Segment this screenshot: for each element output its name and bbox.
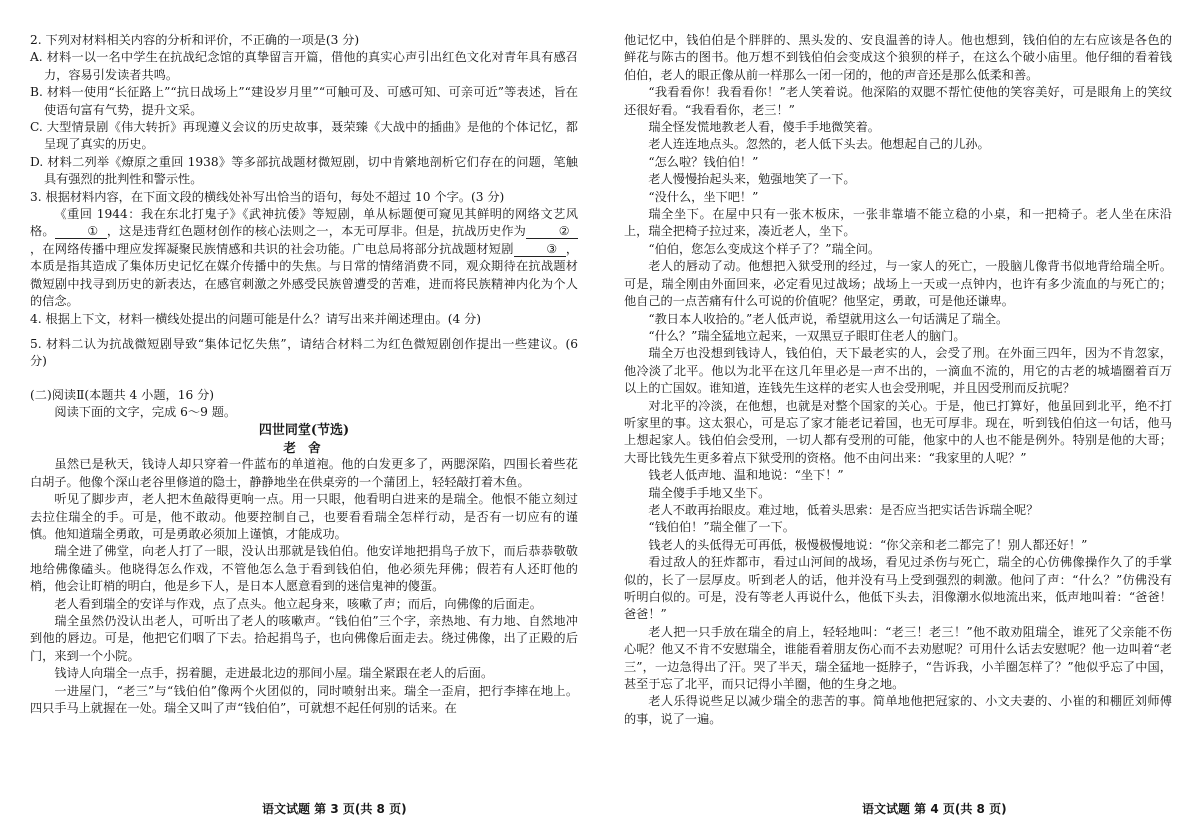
story-body-left (30, 456, 578, 717)
question-2-option-b: B. 材料一使用“长征路上”“抗日战场上”“建设岁月里”“可触可及、可感可知、可亲可近”等表述，旨在使语句富有气势，提升文采。 (30, 85, 578, 117)
story-paragraph: 虽然已是秋天，钱诗人却只穿着一件蓝布的单道袍。他的白发更多了，两腮深陷，四围长着些花白胡子。他像个深山老谷里修道的隐士，静静地坐在供桌旁的一个蒲团上，轻轻敲打着木鱼。 (30, 457, 578, 489)
story-paragraph: 瑞全傻手手地又坐下。 (648, 485, 771, 500)
question-2-option-d: D. 材料二列举《燎原之重回 1938》等多部抗战题材微短剧，切中肯綮地剖析它们存在的问题，笔触具有强烈的批判性和警示性。 (30, 154, 578, 187)
story-paragraph: 老人乐得说些足以减少瑞全的悲苦的事。简单地他把冠家的、小文夫妻的、小崔的和棚匠刘师傅的事，说了一遍。 (624, 694, 1172, 726)
story-paragraph: 老人连连地点头。忽然的，老人低下头去。他想起自己的儿孙。 (648, 137, 990, 152)
story-paragraph: 瑞全怪发慌地教老人看，傻手手地微笑着。 (648, 120, 880, 135)
story-paragraph: “没什么，坐下吧！” (648, 189, 759, 204)
blank-2: ② (526, 224, 578, 239)
story-paragraph: 老人把一只手放在瑞全的肩上，轻轻地叫：“老三！老三！”他不敢劝阻瑞全，谁死了父亲能不伤心呢？他又不肯不安慰瑞全，谁能看着朋友伤心而不去劝慰呢？可用什么话去安慰呢？他一边叫着“老三”，一边急得出了汗。哭了半天，瑞全猛地一挺脖子，“告诉我，小羊圈怎样了？”他似乎忘了中国，甚至于忘了北平，而只记得小羊圈，他的生身之地。 (624, 624, 1172, 692)
passage-text: ，本质是指其造成了集体历史记忆在媒介传播中的失焦。与日常的情绪消费不同，观众期待在抗战题材微短剧中找寻到历史的新表达，在感官刺激之外感受民族曾遭受的苦难，进而将民族精神内化为个人的信念。 (30, 241, 579, 309)
story-title: 四世同堂(节选) (258, 422, 350, 438)
section-heading: (二)阅读Ⅱ(本题共 4 小题，16 分) (30, 387, 215, 402)
story-paragraph: 老人不敢再抬眼皮。难过地，低着头思索：是否应当把实话告诉瑞全呢？ (648, 502, 1039, 517)
story-paragraph: “怎么啦？钱伯伯！” (648, 154, 759, 169)
passage-text: ，在网络传播中理应发挥凝聚民族情感和共识的社会功能。广电总局将部分抗战题材短剧 (30, 241, 514, 256)
question-3-stem: 3. 根据材料内容，在下面文段的横线处补写出恰当的语句，每处不超过 10 个字。(3 分) (30, 189, 505, 204)
page-footer-right: 语文试题 第 4 页(共 8 页) (862, 802, 1007, 816)
blank-3: ③ (514, 242, 566, 257)
story-paragraph: 钱老人的头低得无可再低，极慢极慢地说：“你父亲和老二都完了！别人都还好！” (648, 537, 1088, 552)
story-paragraph: 看过敌人的狂炸都市，看过山河间的战场，看见过杀伤与死亡，瑞全的心仿佛像操作久了的手掌似的，长了一层厚皮。听到老人的话，他并没有马上受到强烈的刺激。他问了声：“什么？”仿佛没有听明白似的。可是，没有等老人再说什么，他低下头去，泪像潮水似地流出来，低声地叫着：“爸爸！爸爸！” (624, 555, 1172, 622)
story-paragraph: 对北平的冷淡，在他想，也就是对整个国家的关心。于是，他已打算好，他虽回到北平，绝不打听家里的事。这太狠心，可是忘了家才能老记着国，也无可厚非。现在，听到钱伯伯这一句话，他马上想起家人。钱伯伯会受刑，一切人都有受刑的可能，他家中的人也不能是例外。特别是他的大哥；大哥比钱先生更多着点下狱受刑的资格。他不由问出来：“我家里的人呢？” (624, 398, 1172, 465)
story-paragraph: 瑞全虽然仍没认出老人，可听出了老人的咳嗽声。“钱伯伯”三个字，亲热地、有力地、自然地冲到他的唇边。可是，他把它们咽了下去。拾起捐鸟子，也向佛像后面走去。绕过佛像，出了正殿的后门，来到一个小院。 (30, 614, 578, 663)
story-paragraph: “伯伯，您怎么变成这个样子了？”瑞全问。 (648, 241, 881, 256)
question-2-option-c: C. 大型情景剧《伟大转折》再现遵义会议的历史故事，聂荣臻《大战中的插曲》是他的个体记忆，都呈现了真实的历史。 (30, 120, 578, 152)
story-paragraph: “什么？”瑞全猛地立起来，一双黑豆子眼盯住老人的脑门。 (648, 328, 966, 343)
question-5: 5. 材料二认为抗战微短剧导致“集体记忆失焦”，请结合材料二为红色微短剧创作提出一些建议。(6 分) (30, 336, 578, 369)
passage-text: 《重回 1944：我在东北打鬼子》《武神抗倭》等短剧，单从标题便可窥见其鲜明的网络文艺风格。 (30, 207, 578, 239)
question-3 (30, 189, 578, 311)
story-paragraph: 他记忆中，钱伯伯是个胖胖的、黑头发的、安良温善的诗人。他也想到，钱伯伯的左右应该是各色的鲜花与陈古的图书。他万想不到钱伯伯会变成这个狼狈的样子，在这么个破小庙里。他仔细的看着钱伯伯，老人的眼正像从前一样那么一闭一闭的，他的声音还是那么低柔和善。 (624, 33, 1172, 82)
question-2-option-a: A. 材料一以一名中学生在抗战纪念馆的真挚留言开篇，借他的真实心声引出红色文化对青年具有感召力，容易引发读者共鸣。 (30, 50, 578, 82)
story-paragraph: 瑞全坐下。在屋中只有一张木板床，一张非靠墙不能立稳的小桌，和一把椅子。老人坐在床沿上，瑞全把椅子拉过来，凑近老人，坐下。 (624, 207, 1172, 239)
story-paragraph: 一进屋门，“老三”与“钱伯伯”像两个火团似的，同时喷射出来。瑞全一歪肩，把行李摔在地上。四只手马上就握在一处。瑞全又叫了声“钱伯伯”，可就想不起任何别的话来。在 (30, 683, 578, 716)
story-paragraph: “钱伯伯！”瑞全催了一下。 (648, 520, 795, 535)
question-2 (30, 32, 578, 189)
section-instruction: 阅读下面的文字，完成 6～9 题。 (54, 405, 237, 420)
story-author: 老 舍 (283, 439, 325, 455)
story-paragraph: 老人看到瑞全的安详与作戏，点了点头。他立起身来，咳嗽了声；而后，向佛像的后面走。 (54, 596, 542, 611)
right-page (624, 32, 1172, 728)
story-paragraph: 瑞全万也没想到钱诗人，钱伯伯，天下最老实的人，会受了刑。在外面三四年，因为不肯忽家，他冷淡了北平。他以为北平在这几年里必是一声不出的，一滴血不流的，用它的古老的城墙圈着百万以上的亡国奴。谁知道，连钱先生这样的老实人也会受刑呢，并且因受刑而反抗呢？ (624, 346, 1172, 396)
question-3-passage (30, 206, 578, 310)
story-paragraph: “我看看你！我看看你！”老人笑着说。他深陷的双腮不帮忙使他的笑容美好，可是眼角上的笑纹还很好看。“我看看你，老三！” (624, 85, 1172, 117)
story-paragraph: 老人慢慢抬起头来，勉强地笑了一下。 (648, 172, 856, 187)
question-2-stem: 2. 下列对材料相关内容的分析和评价，不正确的一项是(3 分) (30, 33, 360, 47)
story-paragraph: 钱老人低声地、温和地说：“坐下！” (648, 468, 844, 483)
story-paragraph: “教日本人收拾的。”老人低声说，希望就用这么一句话满足了瑞全。 (648, 311, 1009, 326)
story-paragraph: 听见了脚步声，老人把木鱼敲得更响一点。用一只眼，他看明白进来的是瑞全。他恨不能立刻过去拉住瑞全的手。可是，他不敢动。他要控制自己，也要看看瑞全怎样行动，是否有一切应有的谨慎。他知道瑞全勇敢，可是勇敢必须加上谨慎，才能成功。 (30, 492, 578, 541)
passage-text: ，这是违背红色题材创作的核心法则之一，本无可厚非。但是，抗战历史作为 (106, 224, 527, 239)
blank-1: ① (55, 224, 107, 239)
story-paragraph: 老人的唇动了动。他想把入狱受刑的经过，与一家人的死亡，一股脑儿像背书似地背给瑞全听。可是，瑞全刚由外面回来，必定看见过战场；战场上一天或一点钟内，也许有多少流血的与死亡的；他自己的一点苦痛有什么可说的价值呢？他坚定，勇敢，可是他还谦卑。 (624, 259, 1172, 309)
question-4: 4. 根据上下文，材料一横线处提出的问题可能是什么？请写出来并阐述理由。(4 分) (30, 311, 482, 326)
story-paragraph: 瑞全进了佛堂，向老人打了一眼，没认出那就是钱伯伯。他安详地把捐鸟子放下，而后恭恭敬敬地给佛像磕头。他晓得怎么作戏，不管他怎么急于看到钱伯伯，他必须先拜佛；假若有人还盯他的梢，他会让盯梢的明白，他是乡下人，是日本人愿意看到的迷信鬼神的傻蛋。 (30, 544, 578, 594)
page-footer-left: 语文试题 第 3 页(共 8 页) (262, 802, 407, 816)
story-paragraph: 钱诗人向瑞全一点手，拐着腿，走进最北边的那间小屋。瑞全紧跟在老人的后面。 (54, 666, 494, 681)
left-page (30, 32, 578, 717)
